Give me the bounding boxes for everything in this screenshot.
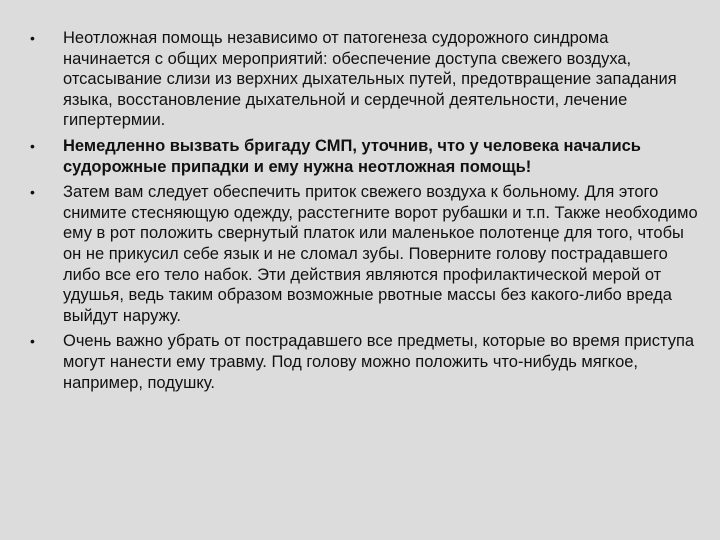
bullet-text: Немедленно вызвать бригаду СМП, уточнив, что у человека начались судорожные припадки и ему нужна неотложная помощь!	[63, 136, 641, 176]
bullet-dot-icon: •	[30, 184, 35, 201]
bullet-item-fresh-air	[30, 182, 700, 326]
bullet-dot-icon: •	[30, 30, 35, 46]
bullet-item-general-measures	[30, 28, 700, 131]
bullet-text: Затем вам следует обеспечить приток свежего воздуха к больному. Для этого снимите стесняющую одежду, расстегните ворот рубашки и т.п. Также необходимо ему в рот положить свернутый платок или маленькое полотенце для того, чтобы он не прикусил себе язык и не сломал зубы. Поверните голову пострадавшего либо все его тело набок. Эти действия являются профилактической мерой от удушья, ведь таким образом возможные рвотные массы без какого-либо вреда выйдут наружу.	[63, 183, 698, 325]
bullet-text: Очень важно убрать от пострадавшего все предметы, которые во время приступа могут нанести ему травму. Под голову можно положить что-нибудь мягкое, например, подушку.	[63, 332, 695, 392]
bullet-list	[30, 28, 700, 398]
bullet-dot-icon: •	[30, 333, 35, 350]
bullet-item-remove-objects	[30, 331, 700, 393]
bullet-dot-icon: •	[30, 137, 35, 154]
bullet-text: Неотложная помощь независимо от патогенеза судорожного синдрома начинается с общих мероприятий: обеспечение доступа свежего воздуха, отсасывание слизи из верхних дыхательных путей, предотвращение западания языка, восстановление дыхательной и сердечной деятельности, лечение гипертермии.	[63, 29, 677, 130]
bullet-item-call-ambulance	[30, 136, 700, 177]
